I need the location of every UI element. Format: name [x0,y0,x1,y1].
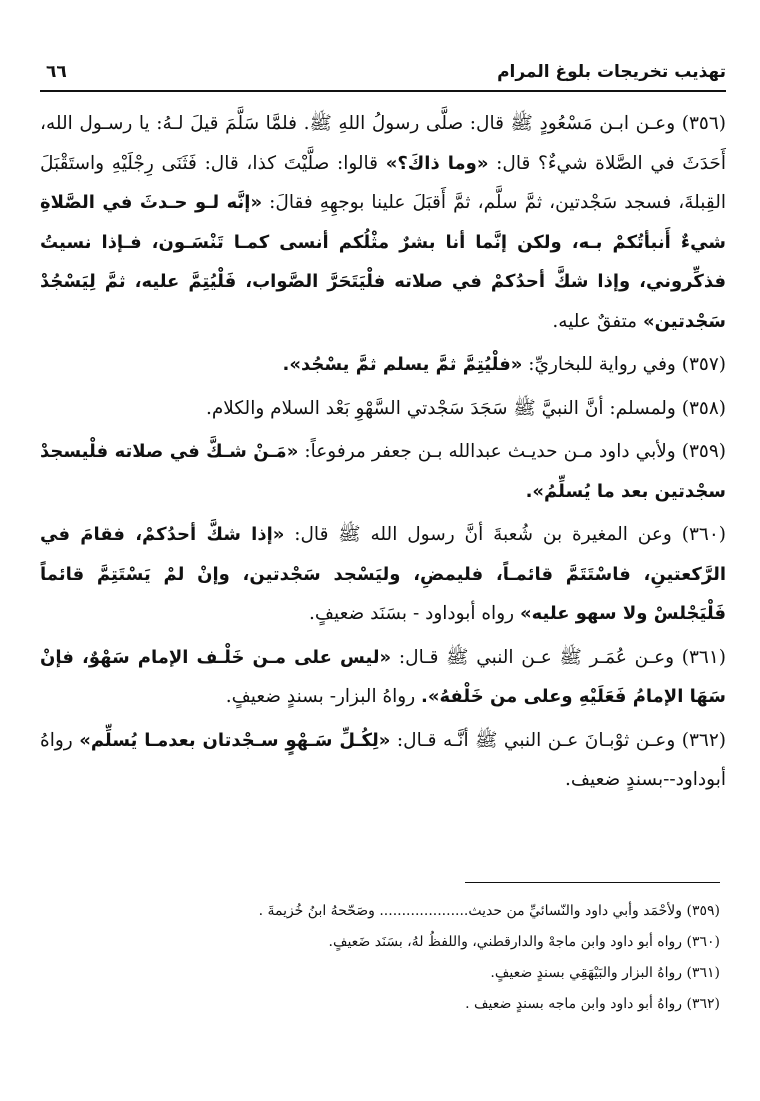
hadith-quote: «إذا شكَّ أحدُكمْ، فقامَ في الرَّكعتينِ، فاسْتَتَمَّ قائمـاً، فليمضِ، وليَسْجد سَجْدتين، وإنْ لمْ يَسْتَتِمَّ قائماً فَلْيَجْلسْ ولا سهو عليه» [40,524,726,624]
hadith-360 [40,515,726,634]
hadith-text: رواهُ أبوداود--بسندٍ ضعيف. [40,729,726,790]
hadith-text: متفقٌ عليه. [552,310,643,332]
hadith-quote: «ليس على مـن خَلْـف الإمام سَهْوٌ، فإنْ سَهَا الإمامُ فَعَلَيْهِ وعلى من خَلْفهُ». [40,646,726,707]
hadith-text: رواهُ البزار- بسندٍ ضعيفٍ. [225,686,422,707]
hadith-quote: «فلْيُتِمَّ ثمَّ يسلم ثمَّ يسْجُد». [282,354,523,375]
hadith-text: رواه أبوداود - بسَنَد ضعيفٍ. [309,603,520,624]
hadith-text: (٣٦٢) وعـن ثوْبـانَ عـن النبي ﷺ أنَّـه قـال: [390,729,726,751]
hadith-text: (٣٦١) وعـن عُمَـر ﷺ عـن النبي ﷺ قـال: [391,646,726,668]
hadith-text: (٣٥٧) وفي رواية للبخاريِّ: [522,354,726,375]
footnote-separator [465,882,720,883]
hadith-359 [40,432,726,511]
footnote-361: (٣٦١) رواهُ البزار والبَيْهَقِي بسندٍ ضعيفٍ. [490,965,720,981]
hadith-361 [40,638,726,717]
footnote-362: (٣٦٢) رواهُ أبو داود وابن ماجه بسندٍ ضعيف . [465,996,720,1012]
hadith-text: (٣٥٦) وعـن ابـن مَسْعُودٍ ﷺ قال: صلَّى رسولُ اللهِ ﷺ. فلمَّا سَلَّمَ قيلَ لـهُ: يا رسـول الله، أَحَدَثَ في الصَّلاة شيءٌ؟ قال: [40,113,726,174]
hadith-text: قالوا: صلَّيْتَ كذا، قال: فَثَنَى رِجْلَيْهِ واستَقْبَلَ القِبلةَ، فسجد سَجْدتين، ثمَّ سلَّم، ثمَّ أَقبَلَ علينا بوجهِهِ فقالَ: [40,152,726,213]
footnote-360: (٣٦٠) رواه أبو داود وابن ماجهْ والدارقطني، واللفظُ لهُ، بسَنَد ضَعيفٍ. [328,934,720,950]
hadith-quote: «مَـنْ شـكَّ في صلاته فلْيسجدْ سجْدتين بعد ما يُسلِّمُ». [40,441,726,502]
hadith-358 [40,389,726,429]
running-header [40,60,726,92]
hadith-356 [40,104,726,341]
main-text [40,104,726,804]
page-number: ٦٦ [46,62,67,82]
hadith-text: (٣٥٩) ولأبي داود مـن حديـث عبدالله بـن جعفر مرفوعاً: [298,441,726,462]
header-title: تهذيب تخريجات بلوغ المرام [497,62,726,82]
hadith-text: (٣٦٠) وعن المغيرة بن شُعبةَ أنَّ رسول الله ﷺ قال: [284,524,726,545]
hadith-quote: «لِكُـلِّ سَـهْوٍ سـجْدتان بعدمـا يُسلِّم» [79,729,391,751]
footnotes [40,896,720,1020]
hadith-quote: «وما ذاكَ؟» [385,152,489,174]
hadith-quote: «إنَّه لـو حـدثَ في الصَّلاةِ شيءٌ أَنبأتُكمْ بـه، ولكن إنَّما أنا بشرٌ مثْلُكم أنسى كمـا تَنْسَـون، فـإذا نسيتُ فذكِّروني، وإذا شكَّ أحدُكمْ في صلاته فلْيَتَحَرَّ الصَّواب، فَلْيُتِمَّ عليه، ثمَّ لِيَسْجُدْ سَجْدتين» [40,192,726,332]
hadith-362 [40,721,726,800]
footnote-359: (٣٥٩) ولأحْمَد وأبي داود والنّسائيِّ من حديث.................... وصَحّحهُ ابنُ خُزيمةَ . [258,903,720,919]
hadith-text: (٣٥٨) ولمسلم: أنَّ النبيَّ ﷺ سَجَدَ سَجْدتي السَّهْوِ بَعْد السلام والكلام. [205,397,726,419]
hadith-357 [40,345,726,385]
